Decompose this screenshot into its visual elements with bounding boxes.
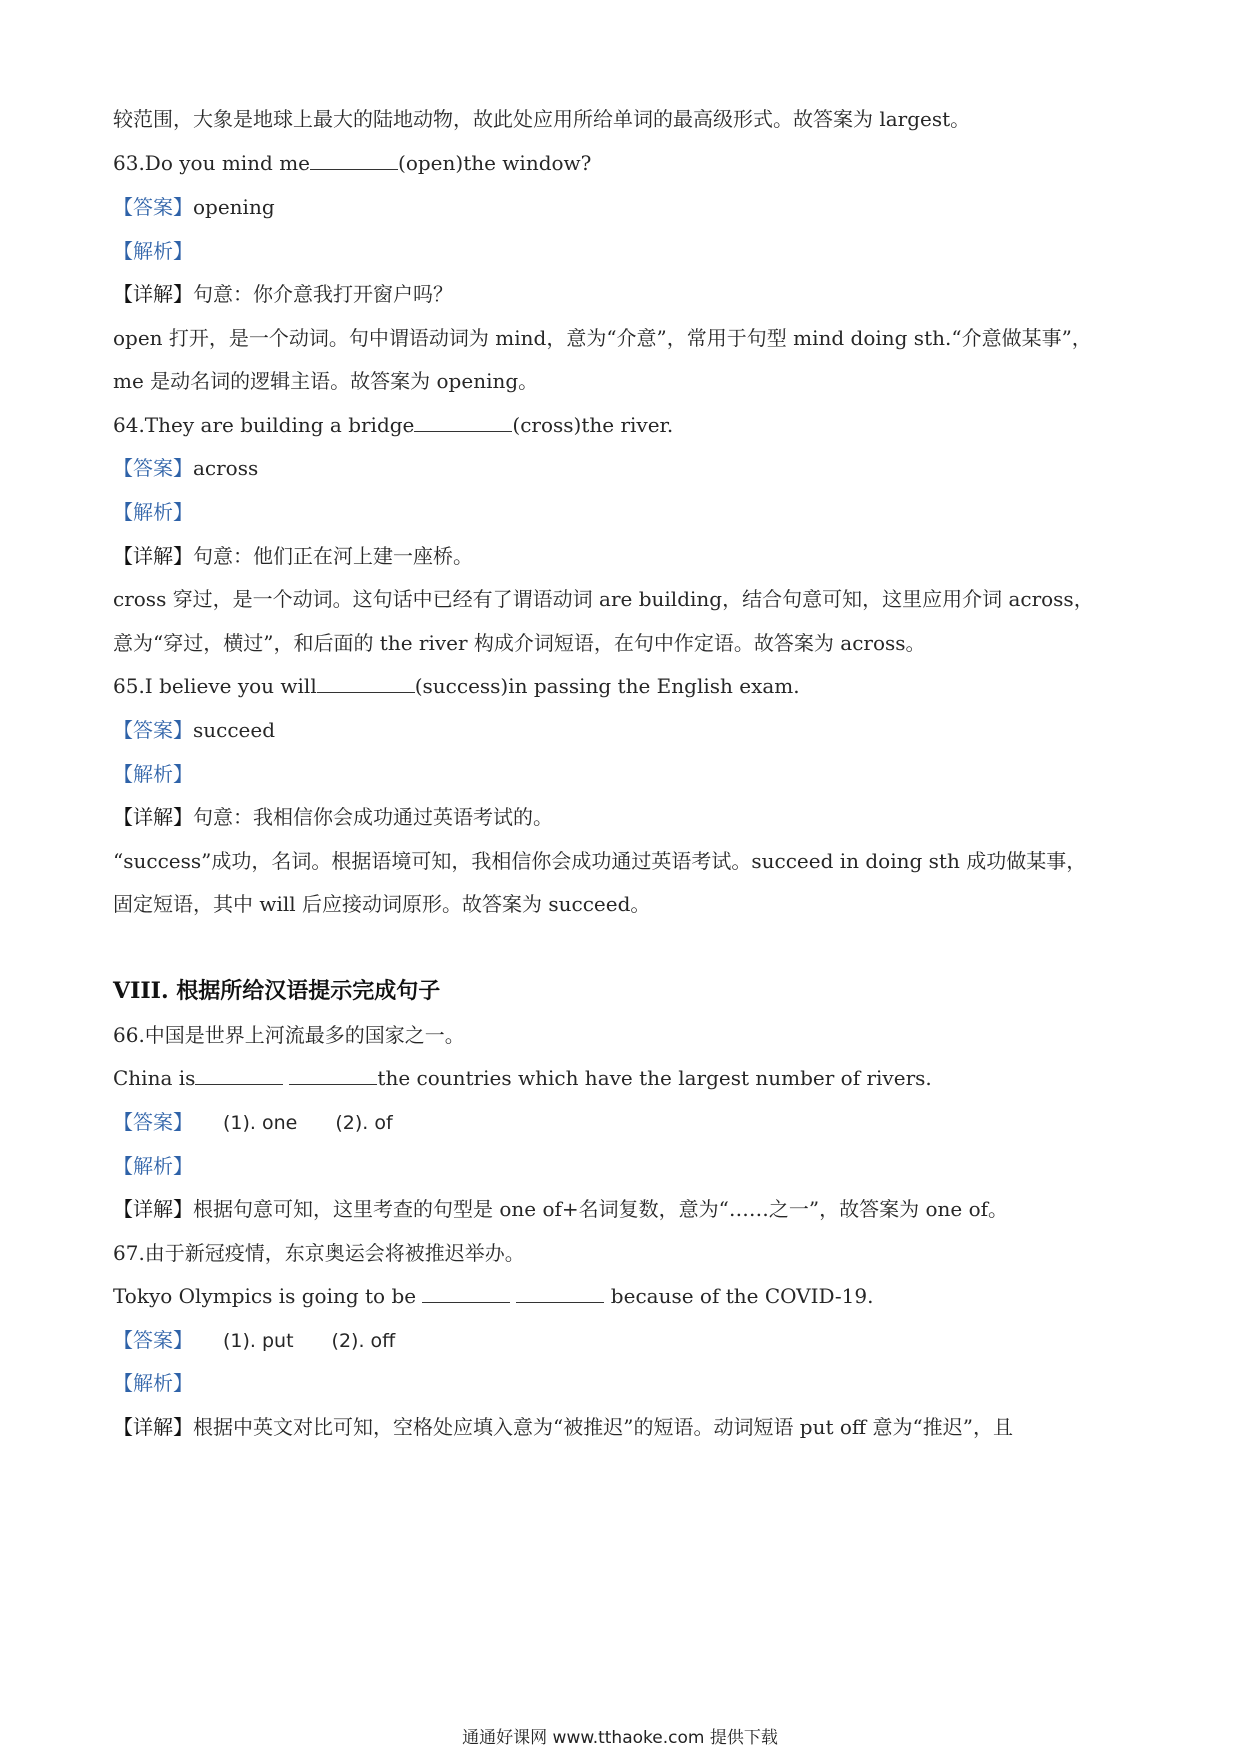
explanation-text: 意为“穿过，横过”，和后面的 the river 构成介词短语，在句中作定语。故答案为 across。 (113, 631, 926, 655)
detail-line (113, 1194, 1008, 1224)
analysis-label: 【解析】 (113, 500, 193, 524)
detail-text: 句意：我相信你会成功通过英语考试的。 (193, 805, 553, 829)
detail-line (113, 1412, 1013, 1442)
answer-line (113, 1325, 395, 1356)
answer-blank (414, 411, 512, 432)
answer-label: 【答案】 (113, 1328, 193, 1352)
answer-blank (422, 1282, 510, 1303)
answer-blank (317, 672, 415, 693)
question-text: 63.Do you mind me (113, 151, 311, 175)
question-text: (success)in passing the English exam. (414, 674, 800, 698)
answer-blank (289, 1064, 377, 1085)
analysis-line (113, 497, 193, 527)
explanation-text: “success”成功，名词。根据语境可知，我相信你会成功通过英语考试。succeed in doing sth 成功做某事， (113, 849, 1087, 873)
answer-blank (310, 149, 398, 170)
analysis-label: 【解析】 (113, 239, 193, 263)
question-text: (cross)the river. (512, 413, 674, 437)
paragraph-line (113, 366, 538, 396)
detail-line (113, 279, 453, 309)
answer-value: (1). one (223, 1112, 298, 1134)
answer-line (113, 453, 258, 483)
paragraph-line (113, 846, 1086, 876)
question-text: 64.They are building a bridge (113, 413, 415, 437)
detail-line (113, 802, 553, 832)
explanation-text: me 是动名词的逻辑主语。故答案为 opening。 (113, 369, 539, 393)
analysis-label: 【解析】 (113, 1154, 193, 1178)
detail-label: 【详解】 (113, 1197, 193, 1221)
question-66-sentence (113, 1063, 932, 1093)
analysis-line (113, 236, 193, 266)
answer-label: 【答案】 (113, 195, 193, 219)
question-66 (113, 1020, 465, 1050)
answer-value: (2). off (331, 1330, 396, 1352)
answer-blank (195, 1064, 283, 1085)
section-title: VIII. 根据所给汉语提示完成句子 (113, 978, 441, 1004)
answer-label: 【答案】 (113, 718, 193, 742)
detail-text: 句意：你介意我打开窗户吗？ (193, 282, 453, 306)
analysis-line (113, 1368, 193, 1398)
question-text: the countries which have the largest number of rivers. (377, 1066, 932, 1090)
detail-text: 根据句意可知，这里考查的句型是 one of+名词复数，意为“……之一”，故答案为 one of。 (193, 1197, 1009, 1221)
question-text: 65.I believe you will (113, 674, 317, 698)
answer-value: (1). put (223, 1330, 294, 1352)
detail-line (113, 541, 473, 571)
question-text: China is (113, 1066, 196, 1090)
question-65 (113, 671, 800, 701)
answer-line (113, 715, 275, 745)
explanation-text: open 打开，是一个动词。句中谓语动词为 mind，意为“介意”，常用于句型 mind doing sth.“介意做某事”， (113, 326, 1092, 350)
analysis-line (113, 1151, 193, 1181)
analysis-label: 【解析】 (113, 762, 193, 786)
answer-label: 【答案】 (113, 456, 193, 480)
explanation-text: cross 穿过，是一个动词。这句话中已经有了谓语动词 are building，结合句意可知，这里应用介词 across， (113, 587, 1094, 611)
question-text: 66.中国是世界上河流最多的国家之一。 (113, 1023, 465, 1047)
paragraph-line (113, 323, 1092, 353)
question-text: (open)the window? (398, 151, 592, 175)
analysis-line (113, 759, 193, 789)
answer-line (113, 192, 275, 222)
answer-value: opening (193, 195, 275, 219)
answer-blank (516, 1282, 604, 1303)
paragraph-line (113, 628, 926, 658)
question-text: Tokyo Olympics is going to be (113, 1284, 423, 1308)
paragraph-line (113, 889, 650, 919)
footer-text: 通通好课网 www.tthaoke.com 提供下载 (462, 1728, 778, 1748)
paragraph-line (113, 584, 1094, 614)
detail-label: 【详解】 (113, 544, 193, 568)
answer-line (113, 1107, 393, 1138)
answer-label: 【答案】 (113, 1110, 193, 1134)
paragraph-line (113, 104, 970, 134)
question-67 (113, 1238, 525, 1268)
detail-text: 句意：他们正在河上建一座桥。 (193, 544, 473, 568)
answer-value: succeed (193, 718, 276, 742)
answer-value: (2). of (335, 1112, 393, 1134)
detail-text: 根据中英文对比可知，空格处应填入意为“被推迟”的短语。动词短语 put off 意为“推迟”，且 (193, 1415, 1013, 1439)
detail-label: 【详解】 (113, 805, 193, 829)
section-heading (113, 976, 440, 1006)
text: 较范围，大象是地球上最大的陆地动物，故此处应用所给单词的最高级形式。故答案为 largest。 (113, 107, 971, 131)
detail-label: 【详解】 (113, 282, 193, 306)
analysis-label: 【解析】 (113, 1371, 193, 1395)
answer-value: across (193, 456, 259, 480)
question-64 (113, 410, 673, 440)
question-text: because of the COVID-19. (604, 1284, 874, 1308)
detail-label: 【详解】 (113, 1415, 193, 1439)
page-footer (0, 1727, 1240, 1749)
question-63 (113, 148, 591, 178)
question-text: 67.由于新冠疫情，东京奥运会将被推迟举办。 (113, 1241, 525, 1265)
explanation-text: 固定短语，其中 will 后应接动词原形。故答案为 succeed。 (113, 892, 651, 916)
question-67-sentence (113, 1281, 874, 1311)
